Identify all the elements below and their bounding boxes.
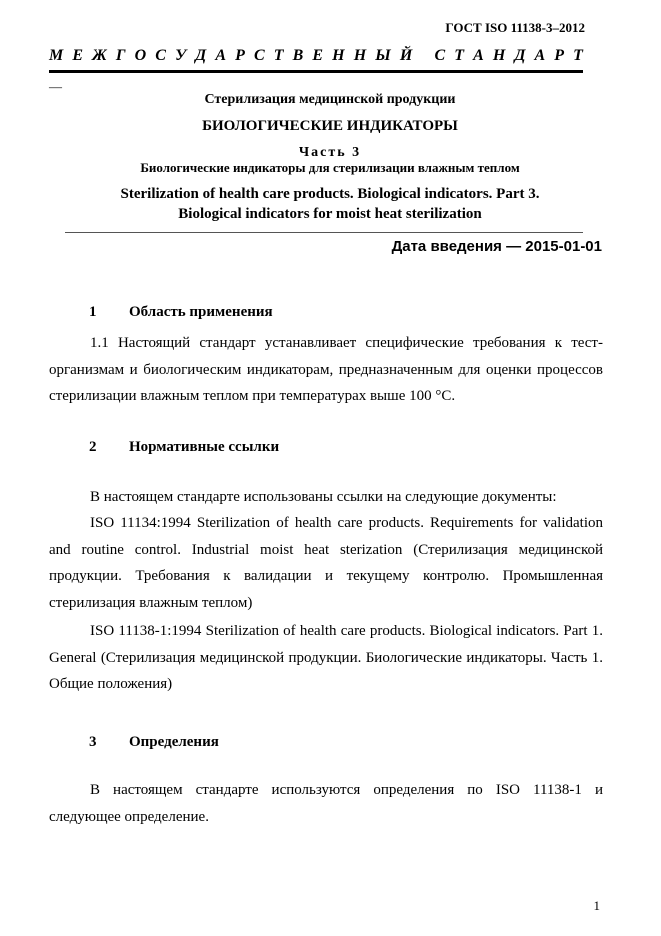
banner-letter: Ж [92,47,107,64]
document-code: ГОСТ ISO 11138-3–2012 [445,20,585,35]
section-number: 2 [89,439,97,455]
introduction-date: Дата введения — 2015-01-01 [391,238,602,255]
banner-letter: С [253,47,265,64]
section-heading-2 [89,439,279,456]
banner-letter: У [175,47,187,64]
page-number: 1 [593,898,600,913]
banner-letter: Т [273,47,284,64]
banner-dash: — [49,79,62,94]
banner-letter: Р [554,47,565,64]
banner-letter: С [434,47,446,64]
section-3-paragraph-1: В настоящем стандарте используются определения по ISO 11138-1 и следующее определение. [49,782,603,825]
section-2-reference-1: ISO 11134:1994 Sterilization of health care products. Requirements for validation and routine control. Industrial moist heat sterization (Стерилизация медицинской продукции. Требования к валидации и текущему контролю. Промышленная стерилизация влажным теплом) [49,515,603,611]
title-rule [65,232,583,233]
banner-letter: Е [72,47,83,64]
banner-letter: Г [115,47,126,64]
banner-letter: Д [195,47,207,64]
banner-rule [49,70,583,73]
banner-letter: Н [492,47,506,64]
title-part: Часть 3 [298,145,362,160]
banner-letter: В [292,47,304,64]
banner-letter [421,47,425,65]
section-2-reference-2: ISO 11138-1:1994 Sterilization of health care products. Biological indicators. Part 1. General (Стерилизация медицинской продукции. Биологические индикаторы. Часть 1. Общие положения) [49,623,603,692]
banner-letter: М [49,47,64,64]
banner-letter: Д [514,47,526,64]
title-line-4: Биологические индикаторы для стерилизации влажным теплом [140,160,520,175]
banner-letter: Т [454,47,465,64]
english-title-1: Sterilization of health care products. Biological indicators. Part 3. [120,186,540,202]
section-title: Нормативные ссылки [129,439,280,455]
banner-letter: Н [332,47,345,64]
banner-letter: А [473,47,484,64]
section-title: Определения [129,734,219,750]
standard-banner [49,47,583,65]
title-line-1: Стерилизация медицинской продукции [204,92,456,107]
banner-letter: Ы [375,47,391,64]
section-title: Область применения [129,304,273,320]
title-line-2: БИОЛОГИЧЕСКИЕ ИНДИКАТОРЫ [202,118,458,134]
banner-letter: Й [399,47,413,64]
section-number: 1 [89,304,97,320]
banner-letter: О [134,47,147,64]
banner-letter: Н [353,47,367,64]
banner-letter: Е [312,47,324,64]
banner-letter: Р [235,47,245,64]
banner-letter: А [215,47,226,64]
section-2-paragraph-1: В настоящем стандарте использованы ссылки на следующие документы: [90,489,557,505]
banner-letter: С [155,47,166,64]
section-heading-3 [89,734,219,751]
banner-letter: Т [573,47,583,64]
english-title-2: Biological indicators for moist heat sterilization [178,206,482,222]
section-number: 3 [89,734,97,750]
section-heading-1 [89,304,273,321]
banner-letter: А [534,47,546,64]
section-1-paragraph-1: 1.1 Настоящий стандарт устанавливает специфические требования к тест-организмам и биологическим индикаторам, предназначенным для оценки процессов стерилизации влажным теплом при температурах выше 100 °С. [49,335,603,404]
